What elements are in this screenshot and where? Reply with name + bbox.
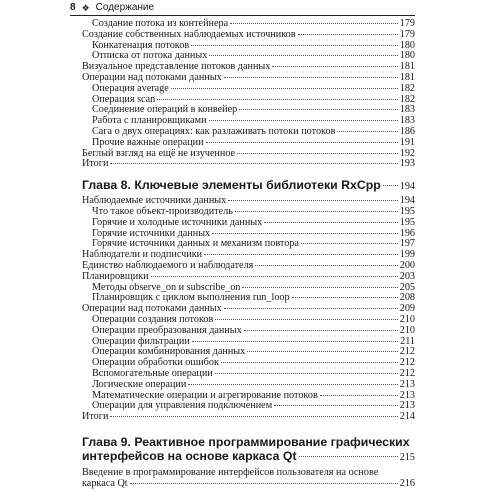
toc-entry-title: Создание собственных наблюдаемых источников <box>82 28 296 40</box>
toc-entry-title: Операции преобразования данных <box>92 324 242 336</box>
toc-entry[interactable] <box>82 218 415 229</box>
toc-section-c <box>82 468 415 490</box>
toc-entry-title: Планировщик с циклом выполнения run_loop <box>92 292 290 304</box>
toc-entry-title: Вспомогательные операции <box>92 367 213 379</box>
toc-entry[interactable] <box>82 149 415 160</box>
toc-entry-page: 212 <box>399 357 415 369</box>
leader-dots <box>247 351 397 352</box>
toc-entry-continuation[interactable] <box>82 479 415 490</box>
toc-entry-title: Горячие источники данных и механизм повтора <box>92 238 299 250</box>
leader-dots <box>110 163 397 164</box>
toc-entry-title: Операции для управления подключением <box>92 400 273 412</box>
toc-entry-title: Создание потока из контейнера <box>92 18 229 29</box>
toc-entry-title-line-1: Введение в программирование интерфейсов пользователя на основе <box>82 466 379 478</box>
toc-entry-title: Операции над потоками данных <box>82 303 222 315</box>
toc-entry-title: Операция scan <box>92 93 156 105</box>
leader-dots <box>192 341 398 342</box>
toc-entry-title: Итоги <box>82 158 109 170</box>
toc-entry-page: 195 <box>399 205 415 217</box>
leader-dots <box>301 243 398 244</box>
toc-entry-title: Визуальное представление потоков данных <box>82 61 271 73</box>
toc-entry-page: 212 <box>399 367 415 379</box>
toc-section-a <box>82 19 415 170</box>
leader-dots <box>209 120 398 121</box>
toc-section-b <box>82 196 415 423</box>
toc-entry-page: 210 <box>399 324 415 336</box>
toc-entry-page: 213 <box>399 389 415 401</box>
leader-dots <box>215 319 397 320</box>
toc-entry-page: 182 <box>399 93 415 105</box>
chapter-8-heading[interactable] <box>82 178 415 194</box>
leader-dots <box>130 483 398 484</box>
toc-entry-page: 213 <box>399 400 415 412</box>
leader-dots <box>151 276 398 277</box>
toc-entry-title: Сага о двух операциях: как разлаживать потоки потоков <box>92 125 336 137</box>
toc-entry-title: Отписка от потока данных <box>92 50 208 62</box>
leader-dots <box>215 373 398 374</box>
leader-dots <box>224 308 398 309</box>
toc-entry-title: Единство наблюдаемого и наблюдателя <box>82 259 254 271</box>
toc-entry-title: Операции фильтрации <box>92 335 190 347</box>
toc-entry-title: Операция average <box>92 82 169 94</box>
toc-entry-page: 199 <box>399 249 415 261</box>
toc-entry-title: Наблюдаемые источники данных <box>82 195 227 207</box>
toc-entry-page: 182 <box>399 82 415 94</box>
toc-entry-title: Прочие важные операции <box>92 136 204 148</box>
leader-dots <box>274 405 398 406</box>
leader-dots <box>272 66 397 67</box>
toc-entry-title: Работа с планировщиками <box>92 115 207 127</box>
toc-entry-page: 191 <box>399 136 415 148</box>
leader-dots <box>264 222 397 223</box>
leader-dots <box>383 185 398 186</box>
leader-dots <box>157 99 398 100</box>
toc-entry-page: 197 <box>399 238 415 250</box>
toc-entry[interactable] <box>82 272 415 283</box>
leader-dots <box>292 297 398 298</box>
leader-dots <box>204 254 398 255</box>
toc-entry-title: Операции комбинирования данных <box>92 346 246 358</box>
leader-dots <box>188 384 397 385</box>
leader-dots <box>110 416 397 417</box>
toc-entry[interactable] <box>82 326 415 337</box>
page-number: 8 <box>70 1 76 13</box>
leader-dots <box>255 265 397 266</box>
toc-entry-page: 210 <box>399 313 415 325</box>
toc-entry-title: Методы observe_on и subscribe_on <box>92 281 241 293</box>
toc-entry-page: 181 <box>399 61 415 73</box>
toc-entry-title: Логические операции <box>92 378 187 390</box>
toc-entry-page: 216 <box>399 477 415 489</box>
toc-entry-page: 211 <box>400 335 415 347</box>
toc-entry[interactable] <box>82 412 415 423</box>
leader-dots <box>230 23 398 24</box>
toc-entry-page: 194 <box>399 195 415 207</box>
toc-entry-page: 186 <box>399 125 415 137</box>
toc-entry-page: 208 <box>399 292 415 304</box>
toc-entry-page: 180 <box>399 50 415 62</box>
running-title: Содержание <box>95 1 155 13</box>
toc-entry-page: 180 <box>399 39 415 51</box>
toc-entry-page: 183 <box>399 115 415 127</box>
toc-entry[interactable] <box>82 84 415 95</box>
toc-entry-title: Соединение операций в конвейер <box>92 104 238 116</box>
leader-dots <box>320 395 398 396</box>
toc-entry-page: 179 <box>399 28 415 40</box>
toc-entry[interactable] <box>82 138 415 149</box>
leader-dots <box>239 109 397 110</box>
chapter-title: Глава 8. Ключевые элементы библиотеки RxCpp <box>82 178 381 193</box>
toc-entry-title: Конкатенация потоков <box>92 39 190 51</box>
toc-entry-page: 193 <box>399 158 415 170</box>
toc-entry-title: Что такое объект-производитель <box>92 205 233 217</box>
separator-diamond-icon: ❖ <box>81 2 90 13</box>
running-header <box>70 0 415 16</box>
toc-entry-title: Наблюдатели и подписчики <box>82 249 203 261</box>
toc-entry-title: Горячие и холодные источники данных <box>92 216 263 228</box>
toc-entry-page: 205 <box>399 281 415 293</box>
toc-entry[interactable] <box>82 30 415 41</box>
leader-dots <box>337 131 397 132</box>
chapter-page: 194 <box>399 181 415 193</box>
toc-entry-page: 209 <box>399 303 415 315</box>
table-of-contents <box>82 19 415 489</box>
toc-entry-title: Планировщики <box>82 270 149 282</box>
toc-entry-title: Операции создания потоков <box>92 313 214 325</box>
toc-entry-title-line-2: каркаса Qt <box>82 477 128 489</box>
toc-entry-page: 213 <box>399 378 415 390</box>
toc-entry-page: 214 <box>399 411 415 423</box>
toc-entry-page: 181 <box>399 71 415 83</box>
toc-entry-title: Операции над потоками данных <box>82 71 222 83</box>
leader-dots <box>209 55 397 56</box>
chapter-page: 215 <box>399 451 415 463</box>
toc-entry-page: 192 <box>399 147 415 159</box>
leader-dots <box>298 34 398 35</box>
leader-dots <box>206 142 398 143</box>
toc-entry-title: Итоги <box>82 411 109 423</box>
toc-entry-page: 212 <box>399 346 415 358</box>
toc-entry[interactable] <box>82 159 415 170</box>
toc-entry-page: 196 <box>399 227 415 239</box>
leader-dots <box>191 45 398 46</box>
chapter-9-heading[interactable] <box>82 435 415 465</box>
leader-dots <box>237 153 398 154</box>
toc-entry-title: Горячие источники данных <box>92 227 211 239</box>
chapter-title-line-1: Глава 9. Реактивное программирование графических <box>82 434 410 449</box>
toc-entry[interactable] <box>82 380 415 391</box>
toc-entry-title: Беглый взгляд на ещё не изученное <box>82 147 236 159</box>
leader-dots <box>235 211 398 212</box>
leader-dots <box>171 88 398 89</box>
leader-dots <box>244 330 398 331</box>
leader-dots <box>212 233 398 234</box>
toc-entry[interactable] <box>82 401 415 412</box>
toc-entry-title: Операции обработки ошибок <box>92 357 219 369</box>
chapter-title-line-2: интерфейсов на основе каркаса Qt <box>82 448 297 463</box>
leader-dots <box>242 287 397 288</box>
toc-entry[interactable] <box>82 468 415 479</box>
leader-dots <box>299 456 398 457</box>
leader-dots <box>228 200 398 201</box>
toc-entry-page: 183 <box>399 104 415 116</box>
toc-entry-page: 200 <box>399 259 415 271</box>
toc-entry-page: 203 <box>399 270 415 282</box>
leader-dots <box>221 362 398 363</box>
toc-entry-page: 179 <box>399 18 415 29</box>
toc-entry-page: 195 <box>399 216 415 228</box>
leader-dots <box>224 77 398 78</box>
toc-entry-title: Математические операции и агрегирование потоков <box>92 389 318 401</box>
